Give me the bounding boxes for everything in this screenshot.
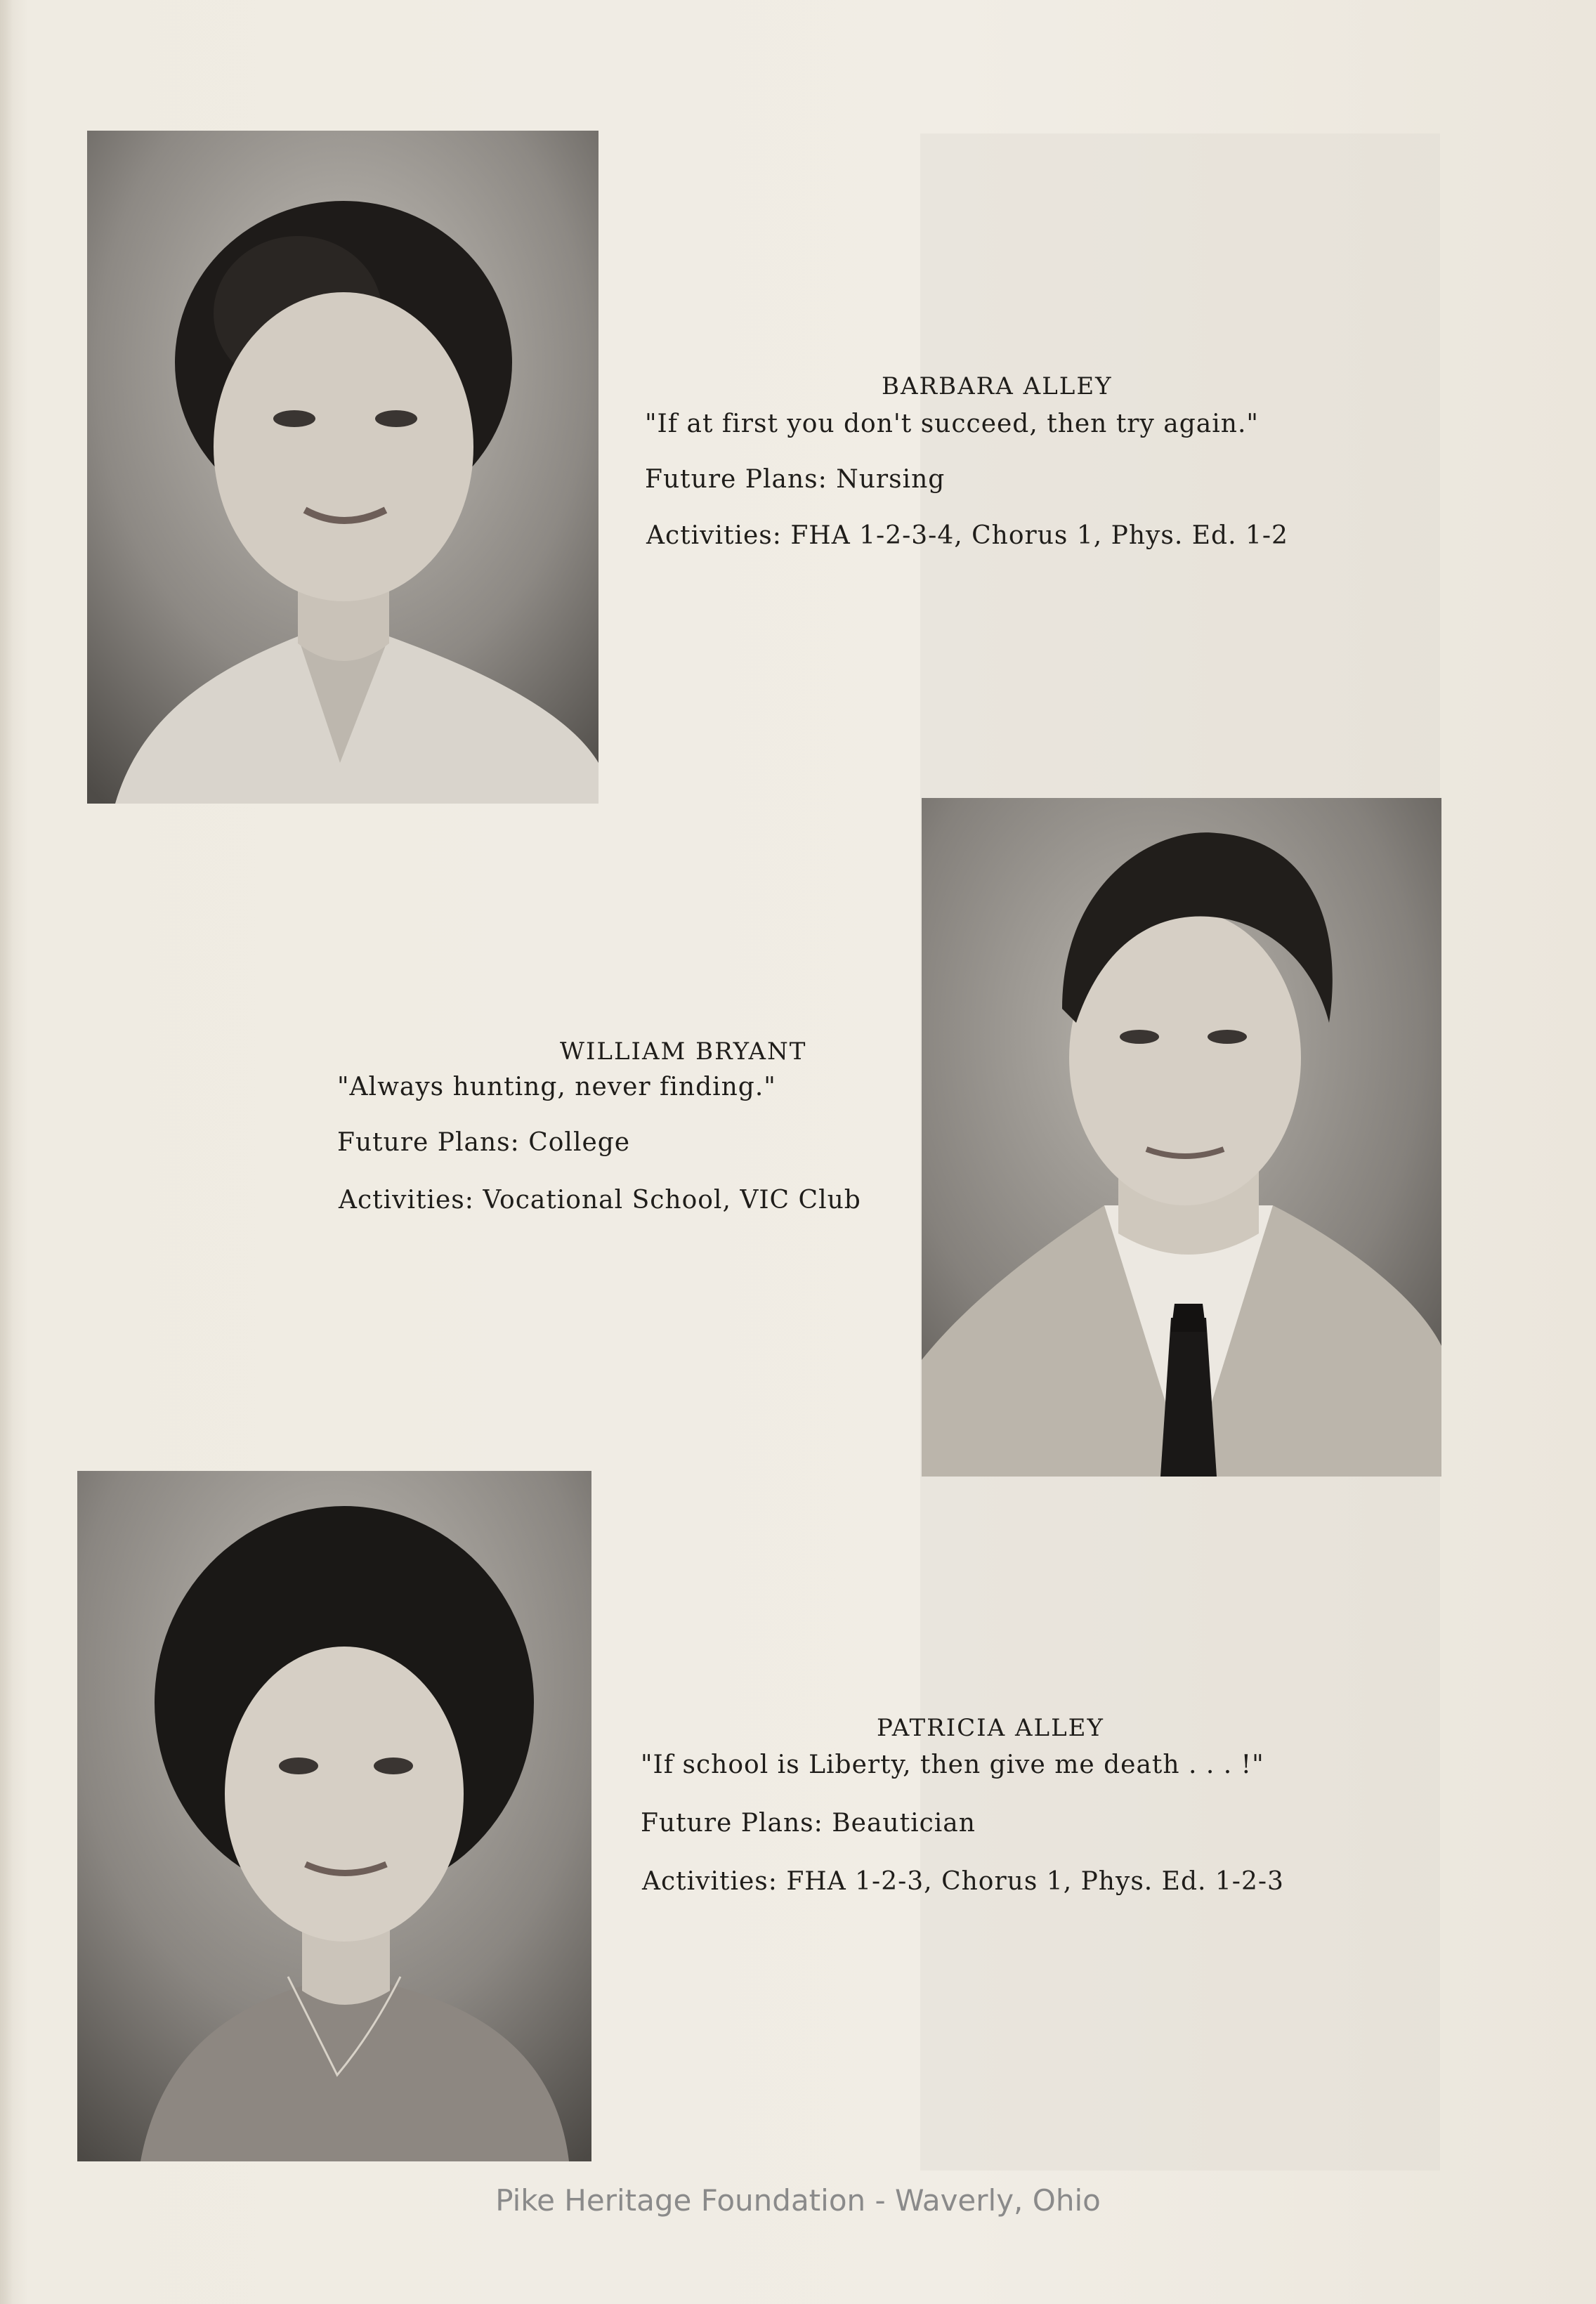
future-plans: Future Plans: Beautician bbox=[641, 1809, 976, 1838]
portrait-photo-barbara-alley bbox=[87, 131, 598, 804]
student-name: PATRICIA ALLEY bbox=[877, 1714, 1104, 1742]
activities: Activities: FHA 1-2-3, Chorus 1, Phys. Ed. 1-2-3 bbox=[642, 1867, 1284, 1896]
student-quote: "If school is Liberty, then give me death . . . !" bbox=[641, 1750, 1264, 1779]
portrait-photo-patricia-alley bbox=[77, 1471, 591, 2161]
future-plans: Future Plans: College bbox=[337, 1128, 631, 1157]
student-quote: "If at first you don't succeed, then try again." bbox=[645, 410, 1259, 438]
watermark-caption: Pike Heritage Foundation - Waverly, Ohio bbox=[495, 2183, 1101, 2218]
student-name: WILLIAM BRYANT bbox=[560, 1038, 807, 1066]
activities: Activities: FHA 1-2-3-4, Chorus 1, Phys. Ed. 1-2 bbox=[646, 521, 1288, 550]
activities: Activities: Vocational School, VIC Club bbox=[339, 1186, 861, 1215]
student-name: BARBARA ALLEY bbox=[882, 372, 1113, 400]
future-plans: Future Plans: Nursing bbox=[645, 465, 946, 494]
student-quote: "Always hunting, never finding." bbox=[337, 1073, 776, 1101]
portrait-photo-william-bryant bbox=[922, 798, 1441, 1477]
